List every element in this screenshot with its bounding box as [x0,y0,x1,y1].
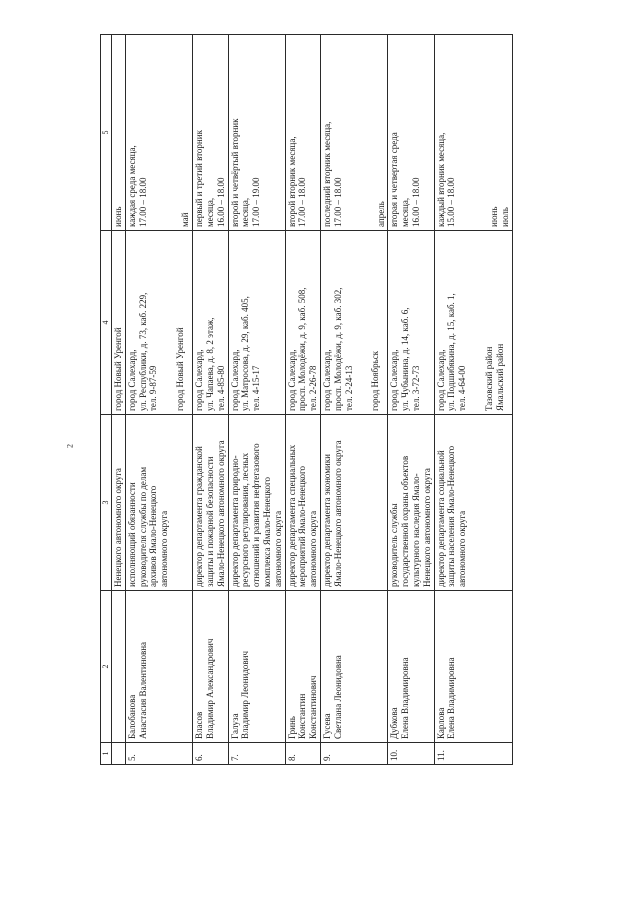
position-line: защиты и пожарной безопасности [204,456,215,587]
spacer [344,38,360,227]
table-row [388,35,434,765]
position-line: автономного округа [308,510,319,587]
spacer [354,234,370,411]
address-line: просп. Молодёжи, д. 9, каб. 508, [297,287,308,411]
row-number-cell: 5. [125,743,192,765]
position-line: ресурсного регулирования, лесных [240,452,251,587]
schedule-line: второй вторник месяца, [286,136,297,227]
table-row [285,35,320,765]
address-line: город Новый Уренгой [113,327,123,411]
address-cell [112,231,126,415]
row-number-cell: 10. [388,743,434,765]
full-name-line: Елена Владимировна [400,657,411,739]
schedule-line: вторая и четвертая среда [389,132,400,227]
address-line: ул. Подшибякина, д. 15, каб. 1, [446,293,457,411]
schedule-cell [125,35,192,231]
position-cell [285,415,320,591]
table-row [125,35,192,765]
full-name-cell [193,591,228,743]
schedule-line: месяца, [204,197,215,227]
address-line: город Ноябрьск [370,350,381,411]
schedule-cell [112,35,126,231]
schedule-cell [228,35,285,231]
schedule-line: 17.00 – 19.00 [251,177,262,227]
full-name-line: Власов [194,711,205,739]
position-line: Ненецкого автономного округа [421,468,432,587]
position-line: автономного округа [457,510,468,587]
column-header-3: 3 [101,415,112,591]
address-line: тел. 9-87-59 [148,365,159,411]
full-name-line: Балобанова [126,694,137,739]
full-name-line: Карлова [435,707,446,739]
schedule-line: май [180,212,191,227]
full-name-line: Гринь [286,716,297,739]
position-line: директор департамента гражданской [194,446,205,587]
full-name-line: Гусева [321,713,332,739]
full-name-cell [285,591,320,743]
schedule-line: июль [499,207,510,227]
full-name-line: Галуза [229,713,240,739]
position-cell [388,415,434,591]
schedule-line: месяца, [400,197,411,227]
position-cell [193,415,228,591]
full-name-cell [388,591,434,743]
full-name-line: Константинович [308,675,319,739]
spacer [457,38,473,227]
header-row [101,35,112,765]
address-line: Тазовский район [483,346,494,411]
column-header-5: 5 [101,35,112,231]
address-line: город Новый Уренгой [175,327,186,411]
position-line: архивов Ямало-Ненецкого [148,485,159,587]
position-line: автономного округа [159,510,170,587]
table-row [434,35,512,765]
schedule-line: июнь [489,206,500,227]
schedule-line: месяца, [240,197,251,227]
position-cell [112,415,126,591]
position-line: руководитель службы [389,503,400,587]
schedule-cell [193,35,228,231]
address-line: город Салехард, [126,349,137,411]
position-line: Ямало-Ненецкого автономного округа [332,440,343,587]
address-line: ул. Матросова, д. 29, каб. 405, [240,296,251,411]
rotated-page [100,35,600,765]
schedule-cell [285,35,320,231]
address-line: город Салехард, [389,349,400,411]
address-line: тел. 4-64-00 [457,365,468,411]
address-line: город Салехард, [194,349,205,411]
schedule-line: 15.00 – 18.00 [446,177,457,227]
schedule-line: каждый вторник месяца, [435,132,446,227]
row-number-cell: 6. [193,743,228,765]
position-line: исполняющий обязанности [126,482,137,587]
address-line: город Салехард, [229,349,240,411]
address-cell [125,231,192,415]
row-number-cell: 8. [285,743,320,765]
address-line: тел. 2-24-13 [343,365,354,411]
address-line: ул. Чапаева, д. 8, 2 этаж, [204,317,215,411]
table-row [193,35,228,765]
spacer [159,234,175,411]
position-line: государственной охраны объектов [400,455,411,587]
position-cell [434,415,512,591]
schedule-line: 17.00 – 18.00 [137,177,148,227]
position-line: защиты населения Ямало-Ненецкого [446,445,457,587]
position-line: отношений и развития нефтегазового [251,443,262,587]
address-cell [193,231,228,415]
address-line: ул. Республики, д. 73, каб. 229, [137,292,148,411]
reception-schedule-table [100,34,513,765]
address-cell [285,231,320,415]
spacer [360,38,376,227]
page-number: 2 [65,444,75,448]
full-name-cell [228,591,285,743]
schedule-cell [320,35,387,231]
position-line: автономного округа [272,510,283,587]
address-line: Ямальский район [494,343,505,411]
position-line: мероприятий Ямало-Ненецкого [297,466,308,587]
schedule-line: 16.00 – 18.00 [410,177,421,227]
schedule-line: первый и третий вторник [194,130,205,227]
schedule-cell [388,35,434,231]
address-cell [320,231,387,415]
full-name-line: Владимир Александрович [204,638,215,739]
schedule-line: июнь [113,206,123,227]
schedule-line: апрель [375,201,386,227]
schedule-line: 16.00 – 18.00 [215,177,226,227]
address-cell [388,231,434,415]
full-name-line: Владимир Леонидович [240,651,251,739]
full-name-line: Светлана Леонидовна [332,655,343,739]
row-number-cell: 7. [228,743,285,765]
address-line: город Салехард, [321,349,332,411]
full-name-cell [125,591,192,743]
spacer [473,38,489,227]
spacer [148,38,164,227]
position-line: руководителя службы по делам [137,466,148,587]
address-line: тел. 4-85-80 [215,365,226,411]
position-cell [228,415,285,591]
schedule-line: 17.00 – 18.00 [332,177,343,227]
schedule-line: 17.00 – 18.00 [297,177,308,227]
address-line: город Салехард, [286,349,297,411]
spacer [468,234,484,411]
full-name-cell [434,591,512,743]
column-header-4: 4 [101,231,112,415]
position-line: директор департамента специальных [286,444,297,587]
position-line: культурного наследия Ямало- [410,473,421,587]
schedule-cell [434,35,512,231]
full-name-line: Дубкова [389,707,400,739]
column-header-2: 2 [101,591,112,743]
position-line: комплекса Ямало-Ненецкого [261,477,272,587]
position-line: директор департамента природно- [229,455,240,587]
table-row [228,35,285,765]
column-header-1: 1 [101,743,112,765]
full-name-line: Анастасия Валентиновна [137,641,148,739]
position-cell [125,415,192,591]
full-name-cell [320,591,387,743]
address-line: тел. 4-15-17 [251,365,262,411]
schedule-line: каждая среда месяца, [126,145,137,227]
full-name-line: Константин [297,693,308,739]
row-number-cell: 9. [320,743,387,765]
table-row [112,35,126,765]
spacer [164,38,180,227]
address-cell [434,231,512,415]
position-line: директор департамента социальной [435,450,446,587]
row-number-cell [112,743,126,765]
position-line: директор департамента экономики [321,454,332,587]
position-cell [320,415,387,591]
address-line: тел. 3-72-73 [410,365,421,411]
table-row [320,35,387,765]
address-line: город Салехард, [435,349,446,411]
full-name-cell [112,591,126,743]
position-line: Ямало-Ненецкого автономного округа [215,440,226,587]
address-cell [228,231,285,415]
row-number-cell: 11. [434,743,512,765]
address-line: тел. 2-26-78 [308,365,319,411]
address-line: ул. Чубынина, д. 14, каб. 6, [400,307,411,411]
position-line: Ненецкого автономного округа [113,468,123,587]
full-name-line: Елена Владимировна [446,657,457,739]
address-line: просп. Молодёжи, д. 9, каб. 302, [332,287,343,411]
schedule-line: последний вторник месяца, [321,121,332,227]
schedule-line: второй и четвёртый вторник [229,118,240,227]
